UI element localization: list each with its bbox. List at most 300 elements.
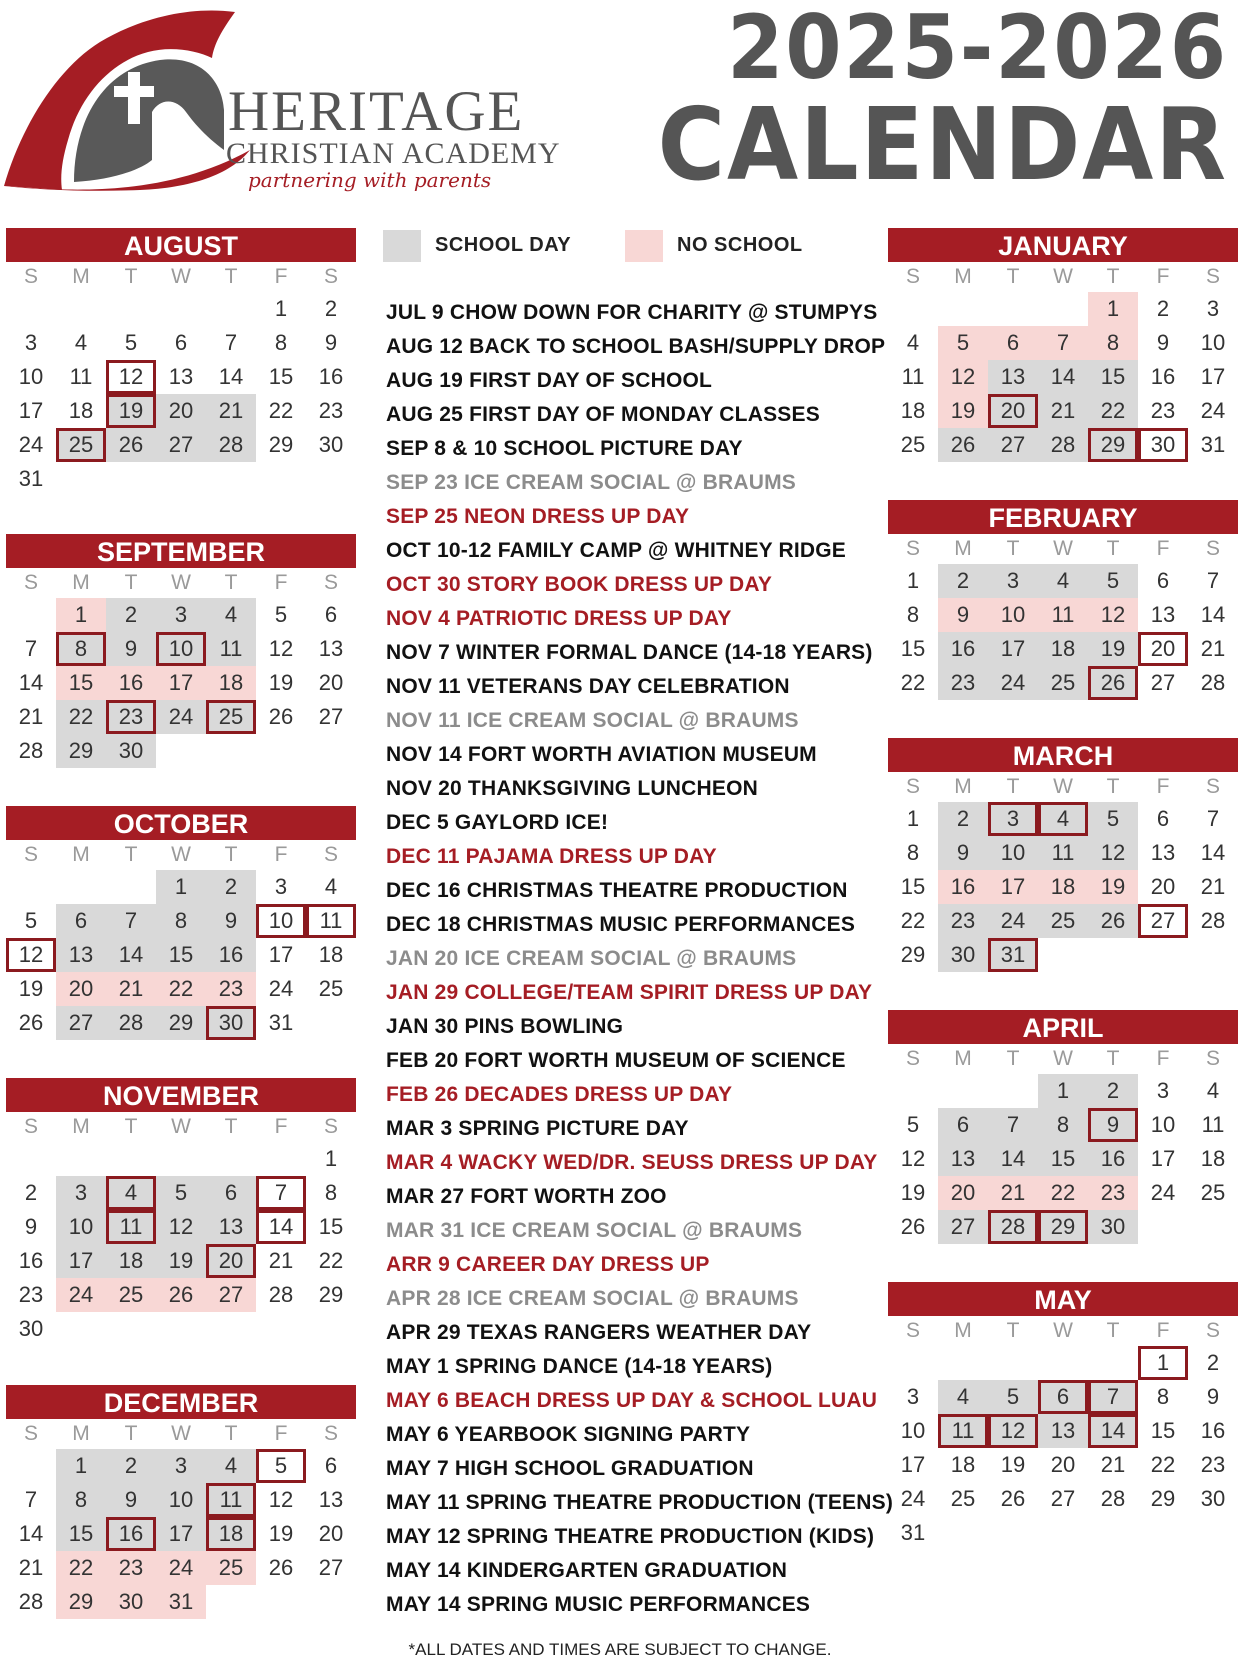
weekday-header: M [72,265,90,288]
day-cell: 2 [1156,296,1170,321]
day-cell: 1 [906,806,920,831]
day-cell: 9 [938,836,988,870]
day-cell: 21 [206,394,256,428]
day-cell: 8 [274,330,288,355]
day-cell: 24 [1150,1180,1176,1205]
week-row [6,734,356,768]
month-title: FEBRUARY [888,500,1238,534]
day-cell: 31 [900,1520,926,1545]
week-row [6,666,356,700]
day-cell: 1 [324,1146,338,1171]
weekday-header: M [954,1319,972,1342]
day-cell: 29 [156,1006,206,1040]
day-cell: 9 [1156,330,1170,355]
week-row [6,1142,356,1176]
day-cell: 8 [56,1483,106,1517]
weekday-header: F [274,571,288,594]
day-cell: 13 [1150,602,1176,627]
empty-cell [156,292,206,326]
event-item: MAR 31 ICE CREAM SOCIAL @ BRAUMS [386,1219,803,1242]
day-cell: 7 [1088,1380,1138,1414]
weekday-header: T [1106,537,1120,560]
day-cell: 17 [56,1244,106,1278]
week-row [6,1244,356,1278]
day-cell: 17 [1200,364,1226,389]
day-cell: 13 [206,1210,256,1244]
day-cell: 3 [988,802,1038,836]
day-cell: 10 [56,1210,106,1244]
weekday-header: T [1006,1047,1020,1070]
day-cell: 18 [206,666,256,700]
weekday-header: S [23,1115,38,1138]
weekday-header: W [171,843,191,866]
week-row [6,1483,356,1517]
event-item: FEB 20 FORT WORTH MUSEUM OF SCIENCE [386,1049,846,1072]
day-cell: 22 [156,972,206,1006]
day-cell: 19 [268,1521,294,1546]
empty-cell [206,462,256,496]
day-cell: 19 [1088,632,1138,666]
day-cell: 24 [988,666,1038,700]
week-row [888,870,1238,904]
day-cell: 12 [156,1210,206,1244]
month-march [888,738,1238,972]
day-cell: 10 [18,364,44,389]
week-row [6,326,356,360]
day-cell: 16 [206,938,256,972]
empty-cell [256,1312,306,1346]
day-cell: 18 [900,398,926,423]
weekday-header: S [23,265,38,288]
day-cell: 25 [206,1551,256,1585]
day-cell: 4 [1038,564,1088,598]
day-cell: 31 [18,466,44,491]
month-title: MAY [888,1282,1238,1316]
event-item: SEP 25 NEON DRESS UP DAY [386,505,690,528]
day-cell: 13 [318,636,344,661]
day-cell: 6 [938,1108,988,1142]
event-item: MAY 14 SPRING MUSIC PERFORMANCES [386,1593,811,1616]
empty-cell [256,1142,306,1176]
month-january [888,228,1238,462]
day-cell: 12 [1088,836,1138,870]
empty-cell [1088,938,1138,972]
empty-cell [1088,1346,1138,1380]
event-item: MAY 14 KINDERGARTEN GRADUATION [386,1559,788,1582]
day-cell: 27 [156,428,206,462]
day-cell: 23 [106,700,156,734]
empty-cell [6,292,56,326]
weekday-header: S [23,1422,38,1445]
day-cell: 1 [1138,1346,1188,1380]
day-cell: 22 [56,1551,106,1585]
weekday-header-row [888,1044,1238,1074]
weekday-header: F [1156,265,1170,288]
day-cell: 23 [206,972,256,1006]
day-cell: 28 [18,1589,44,1614]
day-cell: 12 [938,360,988,394]
day-cell: 8 [906,602,920,627]
weekday-header: T [224,571,238,594]
event-item: DEC 18 CHRISTMAS MUSIC PERFORMANCES [386,913,856,936]
day-cell: 7 [24,636,38,661]
day-cell: 18 [1038,870,1088,904]
week-row [888,326,1238,360]
day-cell: 20 [318,670,344,695]
day-cell: 29 [268,432,294,457]
event-item: AUG 19 FIRST DAY OF SCHOOL [386,369,713,392]
day-cell: 3 [1156,1078,1170,1103]
week-row [888,1108,1238,1142]
event-item: NOV 4 PATRIOTIC DRESS UP DAY [386,607,732,630]
event-item: NOV 11 VETERANS DAY CELEBRATION [386,675,790,698]
week-row [888,1142,1238,1176]
weekday-header: S [323,1422,338,1445]
weekday-header: F [1156,1319,1170,1342]
month-august [6,228,356,496]
empty-cell [56,462,106,496]
weekday-header: F [274,265,288,288]
weekday-header: T [1006,1319,1020,1342]
empty-cell [1138,938,1188,972]
title-word: CALENDAR [657,86,1228,203]
event-list [386,296,894,1622]
day-cell: 4 [906,330,920,355]
day-cell: 11 [306,904,356,938]
day-cell: 28 [106,1006,156,1040]
month-title: SEPTEMBER [6,534,356,568]
weekday-header: T [1106,775,1120,798]
weekday-header: T [1106,1319,1120,1342]
day-cell: 20 [988,394,1038,428]
day-cell: 21 [18,704,44,729]
weekday-header: W [1053,265,1073,288]
event-item: MAY 11 SPRING THEATRE PRODUCTION (TEENS) [386,1491,894,1514]
day-cell: 4 [1206,1078,1220,1103]
day-cell: 1 [56,1449,106,1483]
day-cell: 15 [56,666,106,700]
weekday-header: T [1006,775,1020,798]
empty-cell [206,1585,256,1619]
day-cell: 30 [106,1585,156,1619]
week-row [6,394,356,428]
weekday-header: S [905,1319,920,1342]
empty-cell [1038,1346,1088,1380]
day-cell: 20 [938,1176,988,1210]
empty-cell [306,1312,356,1346]
day-cell: 9 [24,1214,38,1239]
empty-cell [256,1585,306,1619]
weekday-header: T [124,571,138,594]
month-november [6,1078,356,1346]
weekday-header: W [171,1422,191,1445]
day-cell: 11 [1201,1112,1225,1137]
day-cell: 22 [56,700,106,734]
day-cell: 27 [56,1006,106,1040]
day-cell: 5 [156,1176,206,1210]
day-cell: 28 [206,428,256,462]
day-cell: 19 [1000,1452,1026,1477]
event-item: MAR 4 WACKY WED/DR. SEUSS DRESS UP DAY [386,1151,878,1174]
day-cell: 12 [268,1487,294,1512]
day-cell: 3 [156,598,206,632]
event-item: MAY 1 SPRING DANCE (14-18 YEARS) [386,1355,773,1378]
weekday-header: T [1006,537,1020,560]
day-cell: 4 [1038,802,1088,836]
empty-cell [56,1142,106,1176]
day-cell: 6 [324,602,338,627]
month-title: NOVEMBER [6,1078,356,1112]
day-cell: 9 [324,330,338,355]
event-item: JAN 29 COLLEGE/TEAM SPIRIT DRESS UP DAY [386,981,873,1004]
event-item: APR 29 TEXAS RANGERS WEATHER DAY [386,1321,812,1344]
day-cell: 5 [906,1112,920,1137]
day-cell: 12 [268,636,294,661]
weekday-header: S [23,571,38,594]
day-cell: 28 [268,1282,294,1307]
week-row [888,1346,1238,1380]
day-cell: 4 [206,598,256,632]
day-cell: 26 [900,1214,926,1239]
day-cell: 13 [56,938,106,972]
day-cell: 9 [1206,1384,1220,1409]
event-item: JAN 20 ICE CREAM SOCIAL @ BRAUMS [386,947,797,970]
empty-cell [156,734,206,768]
day-cell: 16 [938,632,988,666]
empty-cell [206,292,256,326]
week-row [888,360,1238,394]
day-cell: 14 [1200,840,1226,865]
day-cell: 25 [206,700,256,734]
day-cell: 30 [938,938,988,972]
event-item: NOV 14 FORT WORTH AVIATION MUSEUM [386,743,817,766]
empty-cell [56,292,106,326]
event-item: JAN 30 PINS BOWLING [386,1015,624,1038]
day-cell: 7 [1206,806,1220,831]
empty-cell [888,292,938,326]
weekday-header: T [1006,265,1020,288]
day-cell: 2 [938,564,988,598]
day-cell: 2 [106,598,156,632]
weekday-header: S [323,843,338,866]
day-cell: 24 [988,904,1038,938]
day-cell: 24 [1200,398,1226,423]
day-cell: 26 [268,704,294,729]
day-cell: 25 [318,976,344,1001]
day-cell: 15 [1088,360,1138,394]
week-row [888,598,1238,632]
day-cell: 13 [1038,1414,1088,1448]
empty-cell [938,1346,988,1380]
weekday-header: M [72,1422,90,1445]
school-day-label: SCHOOL DAY [435,234,572,256]
month-title: AUGUST [6,228,356,262]
day-cell: 19 [156,1244,206,1278]
week-row [6,428,356,462]
day-cell: 17 [1150,1146,1176,1171]
month-title: MARCH [888,738,1238,772]
weekday-header: S [1205,1047,1220,1070]
day-cell: 19 [106,394,156,428]
weekday-header: T [224,265,238,288]
day-cell: 21 [268,1248,294,1273]
day-cell: 15 [900,874,926,899]
event-item: SEP 23 ICE CREAM SOCIAL @ BRAUMS [386,471,797,494]
day-cell: 22 [1038,1176,1088,1210]
day-cell: 29 [1038,1210,1088,1244]
empty-cell [156,1142,206,1176]
event-item: MAY 12 SPRING THEATRE PRODUCTION (KIDS) [386,1525,875,1548]
day-cell: 14 [1088,1414,1138,1448]
day-cell: 4 [324,874,338,899]
day-cell: 20 [1138,632,1188,666]
empty-cell [988,1074,1038,1108]
day-cell: 22 [1150,1452,1176,1477]
day-cell: 14 [988,1142,1038,1176]
day-cell: 22 [900,908,926,933]
day-cell: 30 [106,734,156,768]
weekday-header: S [23,843,38,866]
empty-cell [938,1074,988,1108]
day-cell: 29 [56,1585,106,1619]
day-cell: 7 [1206,568,1220,593]
empty-cell [888,1346,938,1380]
day-cell: 19 [900,1180,926,1205]
day-cell: 8 [1088,326,1138,360]
event-item: OCT 10-12 FAMILY CAMP @ WHITNEY RIDGE [386,539,847,562]
day-cell: 31 [988,938,1038,972]
empty-cell [106,1142,156,1176]
week-row [888,394,1238,428]
empty-cell [106,1312,156,1346]
day-cell: 6 [1038,1380,1088,1414]
event-item: DEC 11 PAJAMA DRESS UP DAY [386,845,717,868]
day-cell: 18 [318,942,344,967]
day-cell: 3 [156,1449,206,1483]
day-cell: 6 [988,326,1038,360]
day-cell: 21 [1100,1452,1126,1477]
month-december [6,1385,356,1619]
day-cell: 27 [1150,670,1176,695]
day-cell: 24 [268,976,294,1001]
day-cell: 16 [938,870,988,904]
day-cell: 28 [1200,908,1226,933]
event-item: MAY 7 HIGH SCHOOL GRADUATION [386,1457,754,1480]
empty-cell [888,1074,938,1108]
day-cell: 14 [18,670,44,695]
day-cell: 17 [988,632,1038,666]
empty-cell [206,734,256,768]
day-cell: 3 [906,1384,920,1409]
day-cell: 9 [206,904,256,938]
day-cell: 9 [1088,1108,1138,1142]
day-cell: 30 [318,432,344,457]
day-cell: 8 [1038,1108,1088,1142]
weekday-header: S [323,265,338,288]
weekday-header-row [6,1112,356,1142]
event-item: MAR 3 SPRING PICTURE DAY [386,1117,689,1140]
week-row [6,938,356,972]
day-cell: 25 [1038,904,1088,938]
weekday-header: T [224,843,238,866]
empty-cell [1188,1516,1238,1550]
day-cell: 27 [318,704,344,729]
day-cell: 23 [938,666,988,700]
day-cell: 28 [1100,1486,1126,1511]
day-cell: 26 [938,428,988,462]
day-cell: 20 [156,394,206,428]
day-cell: 14 [256,1210,306,1244]
month-february [888,500,1238,700]
day-cell: 26 [1088,904,1138,938]
day-cell: 13 [168,364,194,389]
event-item: AUG 25 FIRST DAY OF MONDAY CLASSES [386,403,820,426]
day-cell: 12 [900,1146,926,1171]
empty-cell [1038,938,1088,972]
weekday-header: T [124,1115,138,1138]
day-cell: 1 [156,870,206,904]
event-item: NOV 11 ICE CREAM SOCIAL @ BRAUMS [386,709,799,732]
weekday-header: S [905,265,920,288]
weekday-header: S [323,571,338,594]
day-cell: 31 [156,1585,206,1619]
day-cell: 29 [1088,428,1138,462]
day-cell: 6 [56,904,106,938]
day-cell: 11 [938,1414,988,1448]
day-cell: 3 [274,874,288,899]
weekday-header-row [6,840,356,870]
day-cell: 22 [900,670,926,695]
day-cell: 25 [900,432,926,457]
event-item: NOV 7 WINTER FORMAL DANCE (14-18 YEARS) [386,641,873,664]
day-cell: 5 [256,1449,306,1483]
day-cell: 15 [1150,1418,1176,1443]
day-cell: 24 [56,1278,106,1312]
day-cell: 15 [1038,1142,1088,1176]
day-cell: 8 [1156,1384,1170,1409]
month-title: JANUARY [888,228,1238,262]
day-cell: 26 [1000,1486,1026,1511]
event-item: ARR 9 CAREER DAY DRESS UP [386,1253,710,1276]
month-title: DECEMBER [6,1385,356,1419]
week-row [6,1517,356,1551]
day-cell: 5 [274,602,288,627]
empty-cell [6,870,56,904]
weekday-header: M [954,537,972,560]
weekday-header: T [124,265,138,288]
empty-cell [206,1142,256,1176]
day-cell: 23 [1088,1176,1138,1210]
empty-cell [1138,1210,1188,1244]
day-cell: 4 [74,330,88,355]
day-cell: 14 [1200,602,1226,627]
no-school-swatch [625,230,663,262]
day-cell: 7 [1038,326,1088,360]
weekday-header: W [171,1115,191,1138]
week-row [888,1482,1238,1516]
event-item: FEB 26 DECADES DRESS UP DAY [386,1083,733,1106]
empty-cell [938,1516,988,1550]
week-row [888,1448,1238,1482]
day-cell: 10 [156,1483,206,1517]
day-cell: 24 [18,432,44,457]
day-cell: 13 [318,1487,344,1512]
weekday-header: F [1156,537,1170,560]
day-cell: 14 [18,1521,44,1546]
weekday-header: W [1053,775,1073,798]
day-cell: 21 [18,1555,44,1580]
day-cell: 20 [56,972,106,1006]
